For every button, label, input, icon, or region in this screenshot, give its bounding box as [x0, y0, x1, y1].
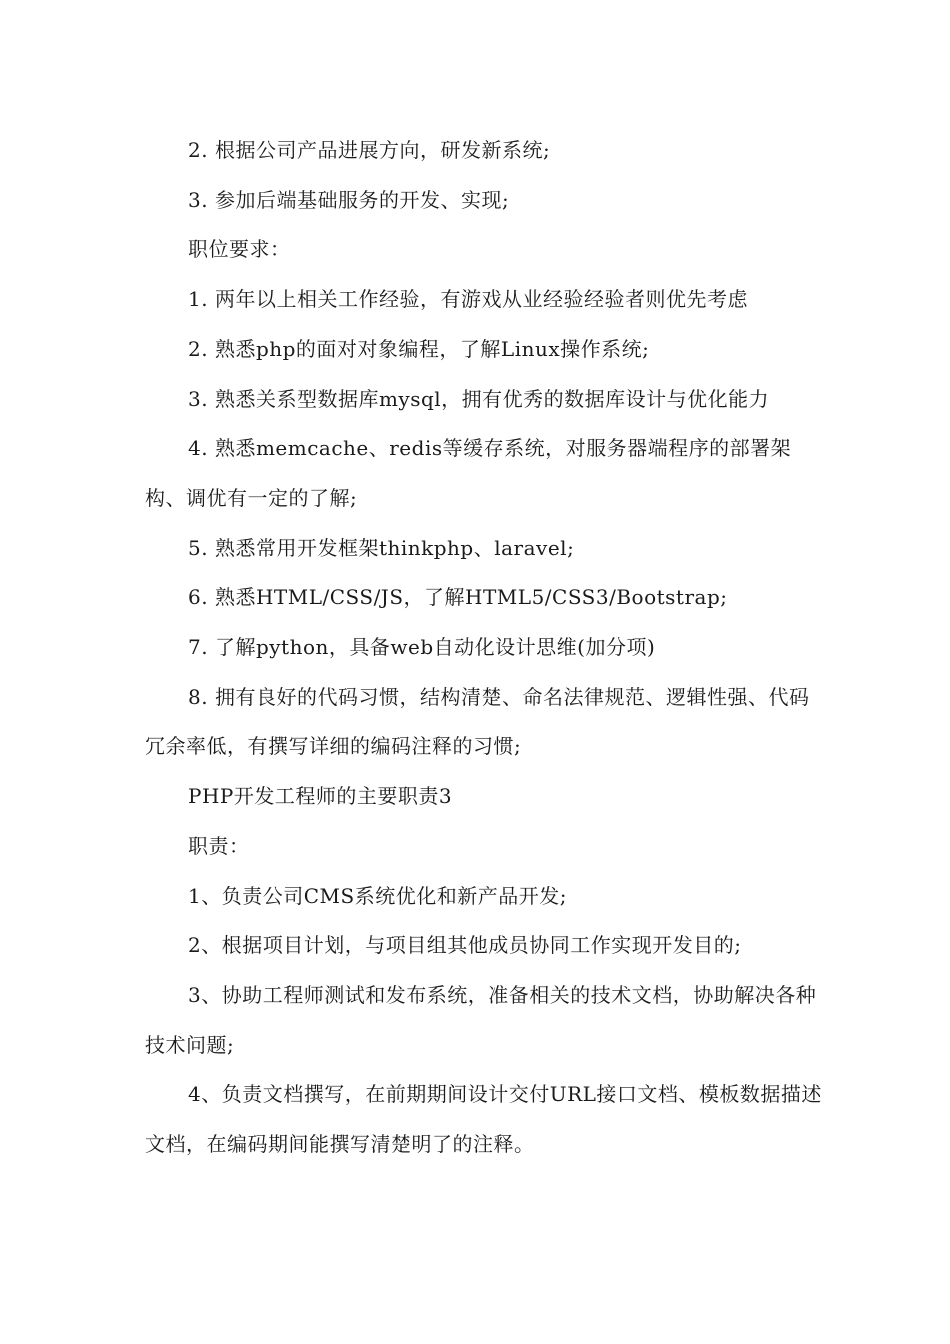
document-body [145, 126, 825, 1170]
paragraph: 6. 熟悉HTML/CSS/JS，了解HTML5/CSS3/Bootstrap; [188, 585, 728, 610]
paragraph: 3. 熟悉关系型数据库mysql，拥有优秀的数据库设计与优化能力 [188, 386, 770, 411]
paragraph: 2. 根据公司产品进展方向，研发新系统; [188, 138, 551, 162]
paragraph: 2、根据项目计划，与项目组其他成员协同工作实现开发目的; [188, 933, 742, 958]
paragraph: 3. 参加后端基础服务的开发、实现; [188, 187, 510, 212]
paragraph: 3、协助工程师测试和发布系统，准备相关的技术文档，协助解决各种技术问题; [145, 982, 817, 1057]
paragraph: 4. 熟悉memcache、redis等缓存系统，对服务器端程序的部署架构、调优有一定的了解; [145, 436, 792, 510]
section-heading: 职位要求： [188, 237, 291, 262]
paragraph: 8. 拥有良好的代码习惯，结构清楚、命名法律规范、逻辑性强、代码冗余率低，有撰写详细的编码注释的习惯; [145, 684, 810, 759]
paragraph: 5. 熟悉常用开发框架thinkphp、laravel; [188, 535, 575, 560]
paragraph: 7. 了解python，具备web自动化设计思维(加分项) [188, 635, 656, 660]
paragraph: 1、负责公司CMS系统优化和新产品开发; [188, 883, 567, 908]
section-heading: 职责： [188, 833, 250, 858]
paragraph: 4、负责文档撰写，在前期期间设计交付URL接口文档、模板数据描述文档，在编码期间能撰写清楚明了的注释。 [145, 1082, 822, 1157]
paragraph: 1. 两年以上相关工作经验，有游戏从业经验经验者则优先考虑 [188, 287, 748, 312]
section-title: PHP开发工程师的主要职责3 [188, 784, 453, 809]
paragraph: 2. 熟悉php的面对对象编程，了解Linux操作系统; [188, 336, 650, 361]
